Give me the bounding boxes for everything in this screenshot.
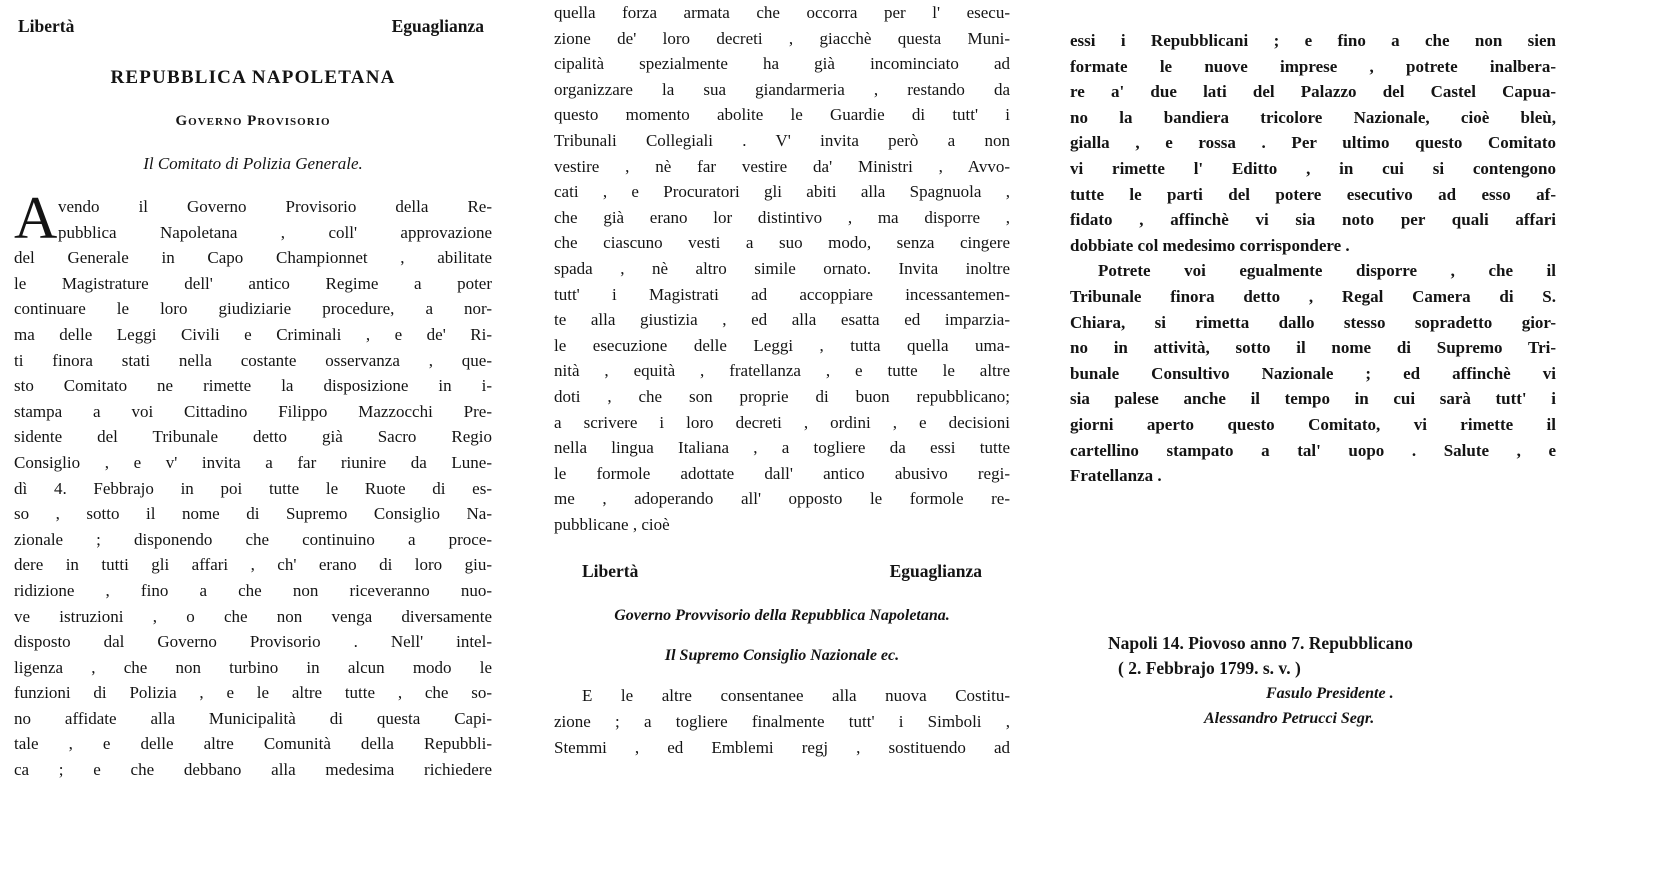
text-line: Tribunale finora detto , Regal Camera di S. (1070, 286, 1556, 306)
committee-heading: Il Comitato di Polizia Generale. (143, 154, 363, 173)
text-line: stampa a voi Cittadino Filippo Mazzocchi Pre- (14, 401, 492, 421)
text-line: pubblica Napoletana , coll' approvazione (58, 222, 492, 242)
text-line: tale , e delle altre Comunità della Repubbli- (14, 734, 492, 754)
text-line: fidato , affinchè vi sia noto per quali affari (1070, 210, 1556, 230)
drop-cap: A (14, 185, 58, 251)
text-line: vi rimette l' Editto , in cui si contengono (1070, 158, 1556, 178)
text-line: vendo il Governo Provisorio della Re- (58, 197, 492, 216)
quoted-motto-eguaglianza: Eguaglianza (889, 561, 982, 582)
text-line: vestire , nè far vestire da' Ministri , Avvo- (554, 156, 1010, 176)
text-line: spada , nè altro simile ornato. Invita inoltre (554, 258, 1010, 278)
text-line: Consiglio , e v' invita a far riunire da Lune- (14, 452, 492, 472)
text-line: ridizione , fino a che non riceveranno nuo- (14, 580, 492, 600)
quoted-council-heading: Il Supremo Consiglio Nazionale ec. (664, 647, 900, 665)
text-line: Stemmi , ed Emblemi regj , sostituendo ad (554, 737, 1010, 757)
document-headline: REPUBBLICA NAPOLETANA (110, 67, 396, 88)
decree-paragraph-2 (554, 683, 1010, 760)
text-line: sia palese anche il tempo in cui sarà tutt' i (1070, 389, 1556, 409)
text-line: dì 4. Febbrajo in poi tutte le Ruote di es- (14, 478, 492, 498)
text-line: questo momento abolite le Guardie di tutt' i (554, 105, 1010, 125)
column-left (14, 0, 492, 783)
text-line: zionale ; disponendo che continuino a proce- (14, 529, 492, 549)
motto-eguaglianza: Eguaglianza (391, 16, 484, 36)
text-line: cartellino stampato a tal' uopo . Salute , e (1070, 440, 1556, 460)
text-line: me , adoperando all' opposto le formole re- (554, 489, 1010, 509)
text-line: che già erano lor distintivo , ma disporre , (554, 207, 1010, 227)
text-line: te alla giustizia , ed alla esatta ed imparzia- (554, 310, 1010, 330)
text-line: zione ; a togliere finalmente tutt' i Simboli , (554, 712, 1010, 732)
text-line: no in attività, sotto il nome di Supremo Tri- (1070, 338, 1556, 358)
signature-secretary: Alessandro Petrucci Segr. (1204, 710, 1375, 727)
signature-president: Fasulo Presidente . (1266, 685, 1394, 702)
quoted-motto-liberta: Libertà (582, 561, 639, 582)
text-line: le formole adottate dall' antico abusivo regi- (554, 463, 1010, 483)
text-line: funzioni di Polizia , e le altre tutte , che so- (14, 683, 492, 703)
decree-paragraph-1 (14, 185, 492, 783)
text-line: le esecuzione delle Leggi , tutta quella uma- (554, 335, 1010, 355)
text-line: dere in tutti gli affari , ch' erano di loro giu- (14, 555, 492, 575)
text-line: Fratellanza . (1070, 466, 1162, 486)
text-line: essi i Repubblicani ; e fino a che non sien (1070, 31, 1556, 50)
text-line: continuare le loro giudiziarie procedure, a nor- (14, 299, 492, 319)
quoted-motto (554, 561, 1010, 585)
text-line: ve istruzioni , o che non venga diversamente (14, 606, 492, 626)
text-line: nella lingua Italiana , a togliere da essi tutte (554, 438, 1010, 458)
text-line: nità , equità , fratellanza , e tutte le altre (554, 361, 1010, 381)
decree-paragraph-1-continued (554, 0, 1010, 537)
text-line: so , sotto il nome di Supremo Consiglio Na- (14, 504, 492, 524)
text-line: ti finora stati nella costante osservanza , que- (14, 350, 492, 370)
text-line: ca ; e che debbano alla medesima richiedere (14, 760, 492, 780)
text-line: sto Comitato ne rimette la disposizione in i- (14, 376, 492, 396)
text-line: le Magistrature dell' antico Regime a poter (14, 273, 492, 293)
text-line: bunale Consultivo Nazionale ; ed affinchè vi (1070, 363, 1556, 383)
text-line: a scrivere i loro decreti , ordini , e decisioni (554, 412, 1010, 432)
text-line: pubblicane , cioè (554, 514, 670, 534)
text-line: tutte le parti del potere esecutivo ad esso af- (1070, 184, 1556, 204)
motto-header (14, 16, 492, 40)
text-line: disposto dal Governo Provisorio . Nell' intel- (14, 632, 492, 652)
text-line: Tribunali Collegiali . V' invita però a non (554, 130, 1010, 150)
text-line: no la bandiera tricolore Nazionale, cioè bleù, (1070, 107, 1556, 127)
text-line: organizzare la sua giandarmeria , restando da (554, 79, 1010, 99)
text-line: doti , che son proprie di buon repubblicano; (554, 386, 1010, 406)
text-line: formate le nuove imprese , potrete inalbera- (1070, 56, 1556, 76)
text-line: no affidate alla Municipalità di questa Capi- (14, 708, 492, 728)
text-line: che ciascuno vesti a suo modo, senza cingere (554, 233, 1010, 253)
column-right (1070, 0, 1556, 489)
decree-paragraph-2-continued (1070, 28, 1556, 489)
text-line: E le altre consentanee alla nuova Costitu- (582, 686, 1010, 706)
motto-liberta: Libertà (18, 16, 75, 36)
signature-block (1108, 631, 1548, 731)
text-line: sidente del Tribunale detto già Sacro Regio (14, 427, 492, 447)
column-middle (554, 0, 1010, 760)
text-line: zione de' loro decreti , giacchè questa Muni- (554, 28, 1010, 48)
text-line: del Generale in Capo Championnet , abilitate (14, 248, 492, 268)
text-line: giorni aperto questo Comitato, vi rimette il (1070, 414, 1556, 434)
text-line: Potrete voi egualmente disporre , che il (1098, 261, 1556, 281)
text-line: ma delle Leggi Civili e Criminali , e de' Ri- (14, 324, 492, 344)
text-line: tutt' i Magistrati ad accoppiare incessantemen- (554, 284, 1010, 304)
text-line: cati , e Procuratori gli abiti alla Spagnuola , (554, 182, 1010, 202)
quoted-government-heading: Governo Provvisorio della Repubblica Napoletana. (614, 607, 950, 625)
signature-gregorian-date: ( 2. Febbrajo 1799. s. v. ) (1118, 658, 1301, 678)
text-line: quella forza armata che occorra per l' esecu- (554, 3, 1010, 22)
government-subheading: Governo Provisorio (175, 113, 331, 129)
text-line: ligenza , che non turbino in alcun modo le (14, 657, 492, 677)
text-line: re a' due lati del Palazzo del Castel Capua- (1070, 82, 1556, 102)
text-line: dobbiate col medesimo corrispondere . (1070, 235, 1350, 255)
text-line: cipalità spezialmente ha già incominciato ad (554, 54, 1010, 74)
text-line: Chiara, si rimetta dallo stesso sopradetto gior- (1070, 312, 1556, 332)
signature-date: Napoli 14. Piovoso anno 7. Repubblicano (1108, 633, 1413, 653)
text-line: gialla , e rossa . Per ultimo questo Comitato (1070, 133, 1556, 153)
